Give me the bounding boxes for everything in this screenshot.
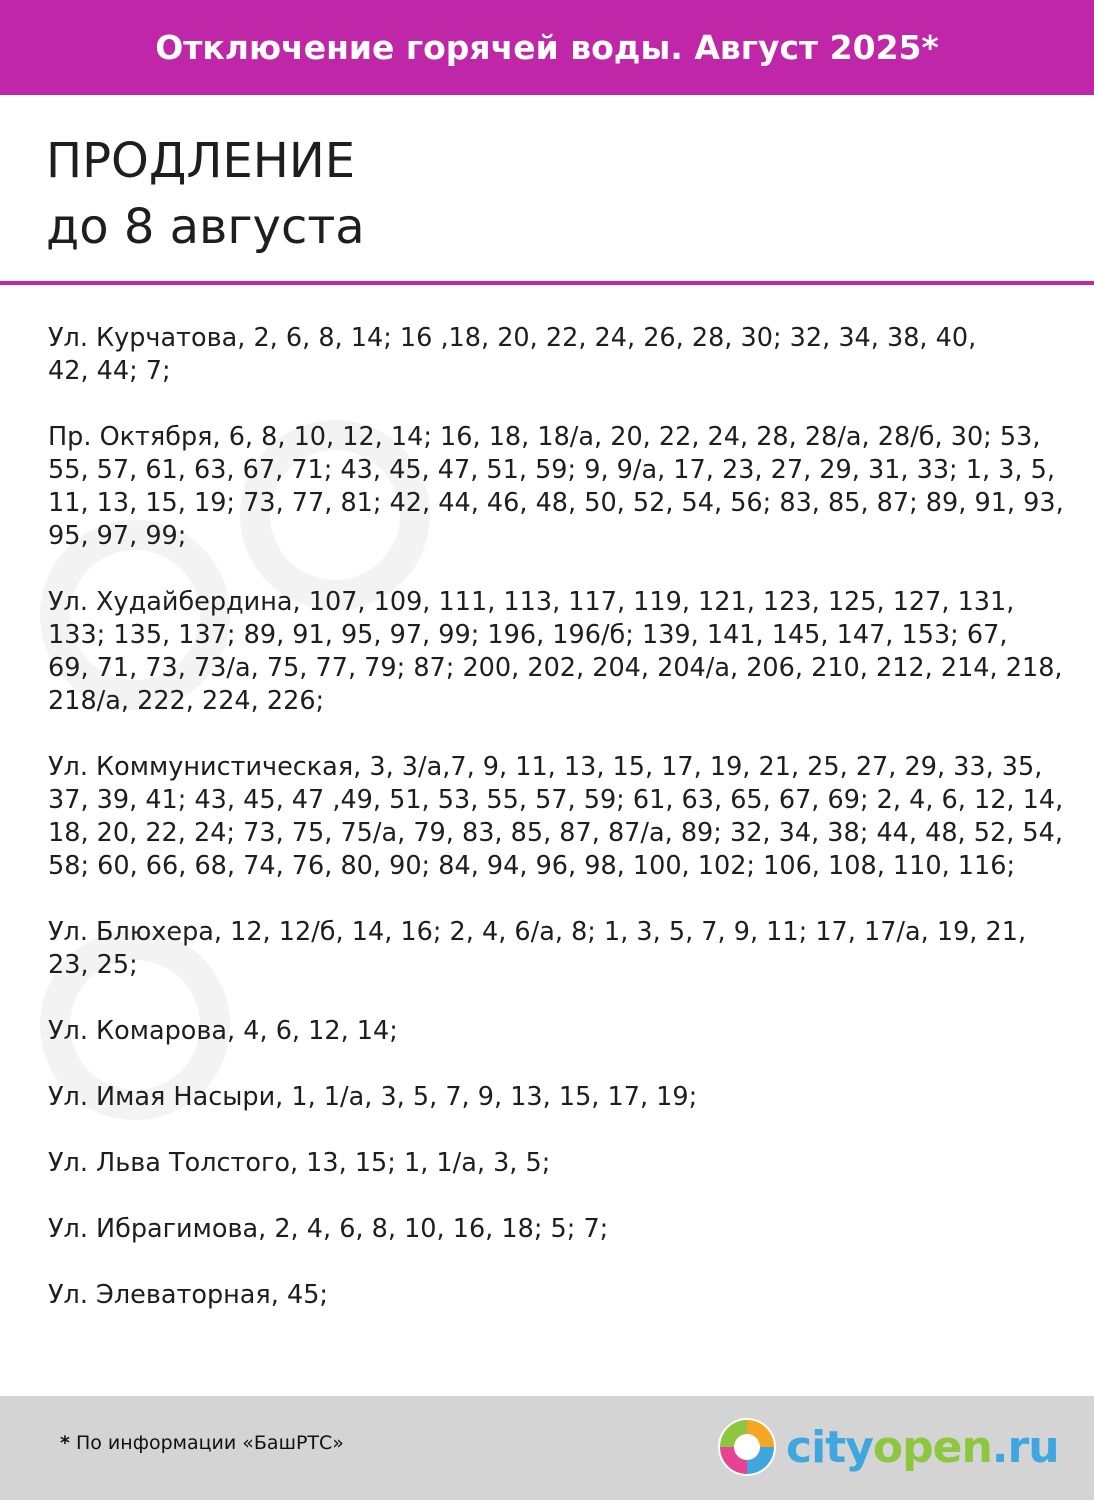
street-line: Ул. Курчатова, 2, 6, 8, 14; 16 ,18, 20, 22, 24, 26, 28, 30; 32, 34, 38, 40, [48,323,977,353]
street-line: 58; 60, 66, 68, 74, 76, 80, 90; 84, 94, 96, 98, 100, 102; 106, 108, 110, 116; [48,851,1016,881]
headline-subtitle: до 8 августа [46,199,365,255]
street-entry [48,1147,1078,1180]
footnote [60,1432,344,1454]
street-entry [48,1015,1078,1048]
headline [46,128,365,260]
footnote-star: * [60,1432,70,1454]
street-entry [48,1081,1078,1114]
street-entry [48,586,1078,718]
brand-text [786,1422,1059,1473]
street-entry [48,916,1078,982]
street-line: 42, 44; 7; [48,356,171,386]
street-entry [48,322,1078,388]
street-line: 69, 71, 73, 73/а, 75, 77, 79; 87; 200, 202, 204, 204/а, 206, 210, 212, 214, 218, [48,653,1063,683]
footer [0,1396,1094,1500]
brand-logo[interactable] [716,1414,1059,1480]
street-line: Ул. Блюхера, 12, 12/б, 14, 16; 2, 4, 6/а, 8; 1, 3, 5, 7, 9, 11; 17, 17/а, 19, 21, [48,917,1027,947]
header-bar [0,0,1094,95]
street-line: 95, 97, 99; [48,521,187,551]
street-line: 23, 25; [48,950,138,980]
street-entry [48,421,1078,553]
street-line: Ул. Льва Толстого, 13, 15; 1, 1/а, 3, 5; [48,1148,551,1178]
street-line: 218/а, 222, 224, 226; [48,686,325,716]
street-line: Ул. Элеваторная, 45; [48,1280,329,1310]
street-list [48,322,1078,1345]
street-line: 133; 135, 137; 89, 91, 95, 97, 99; 196, 196/б; 139, 141, 145, 147, 153; 67, [48,620,1008,650]
cityopen-swirl-logo-icon [716,1416,778,1478]
street-line: Ул. Комарова, 4, 6, 12, 14; [48,1016,398,1046]
headline-title: ПРОДЛЕНИЕ [46,133,356,189]
street-entry [48,751,1078,883]
street-line: 37, 39, 41; 43, 45, 47 ,49, 51, 53, 55, 57, 59; 61, 63, 65, 67, 69; 2, 4, 6, 12, 14, [48,785,1064,815]
street-line: Ул. Худайбердина, 107, 109, 111, 113, 117, 119, 121, 123, 125, 127, 131, [48,587,1015,617]
brand-text-city: city [786,1421,873,1473]
street-line: 55, 57, 61, 63, 67, 71; 43, 45, 47, 51, 59; 9, 9/а, 17, 23, 27, 29, 31, 33; 1, 3, 5, [48,455,1055,485]
street-line: Пр. Октября, 6, 8, 10, 12, 14; 16, 18, 18/а, 20, 22, 24, 28, 28/а, 28/б, 30; 53, [48,422,1041,452]
street-line: 11, 13, 15, 19; 73, 77, 81; 42, 44, 46, 48, 50, 52, 54, 56; 83, 85, 87; 89, 91, 93, [48,488,1064,518]
header-title: Отключение горячей воды. Август 2025* [155,28,939,67]
street-entry [48,1213,1078,1246]
street-line: Ул. Имая Насыри, 1, 1/а, 3, 5, 7, 9, 13, 15, 17, 19; [48,1082,698,1112]
brand-text-ru: .ru [991,1421,1059,1473]
street-line: 18, 20, 22, 24; 73, 75, 75/а, 79, 83, 85, 87, 87/а, 89; 32, 34, 38; 44, 48, 52, 54, [48,818,1063,848]
street-entry [48,1279,1078,1312]
footnote-text: По информации «БашРТС» [69,1432,344,1454]
brand-text-open: open [872,1421,992,1473]
street-line: Ул. Коммунистическая, 3, 3/а,7, 9, 11, 13, 15, 17, 19, 21, 25, 27, 29, 33, 35, [48,752,1043,782]
street-line: Ул. Ибрагимова, 2, 4, 6, 8, 10, 16, 18; 5; 7; [48,1214,609,1244]
divider [0,281,1094,285]
